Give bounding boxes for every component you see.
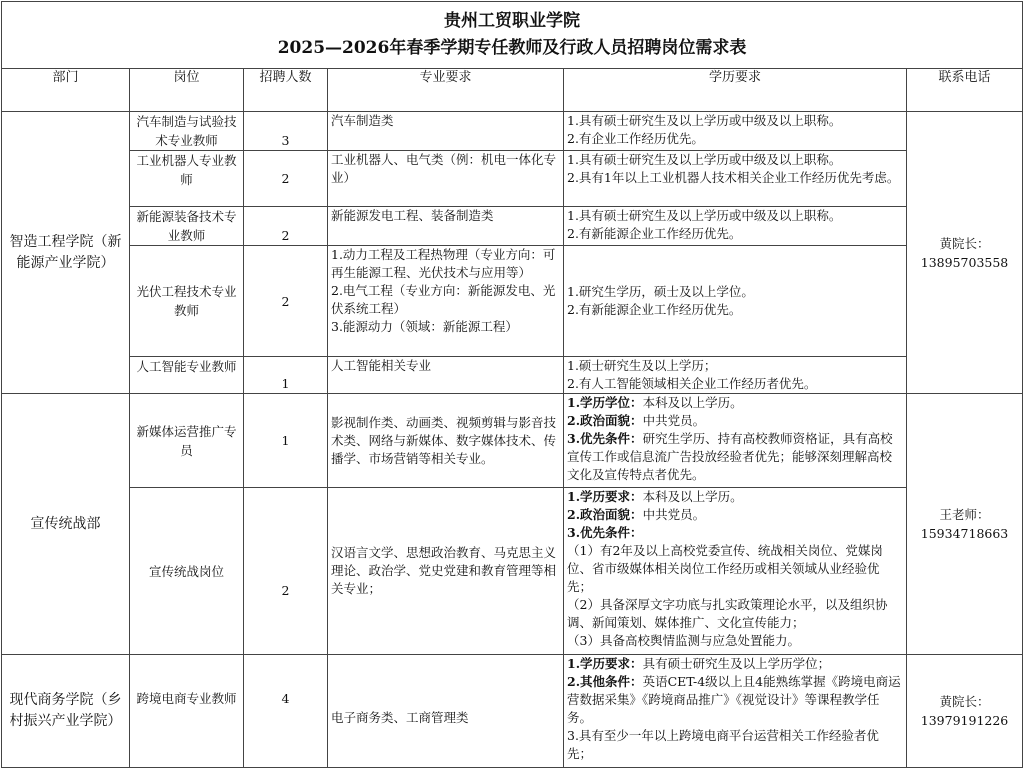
table-row: [2, 357, 1023, 394]
education-line-label: 2.政治面貌：: [567, 413, 643, 428]
department-cell: 现代商务学院（乡村振兴产业学院）: [2, 655, 130, 768]
education-line: [567, 632, 903, 650]
major-cell: 人工智能相关专业: [328, 357, 564, 394]
education-line-text: 1.具有硕士研究生及以上学历或中级及以上职称。: [567, 113, 842, 128]
education-line-text: 1.研究生学历，硕士及以上学位。: [567, 284, 754, 299]
education-cell: [564, 151, 907, 207]
count-cell: 2: [244, 488, 328, 655]
education-line-text: 本科及以上学历。: [642, 395, 743, 410]
department-cell: 宣传统战部: [2, 394, 130, 655]
table-row: [2, 655, 1023, 768]
position-cell: 新媒体运营推广专员: [130, 394, 244, 488]
education-line: [567, 169, 903, 187]
education-line: [567, 727, 903, 763]
education-line-text: 2.具有1年以上工业机器人技术相关企业工作经历优先考虑。: [567, 170, 900, 185]
education-line: [567, 488, 903, 506]
education-cell: [564, 394, 907, 488]
education-line-label: 2.其他条件：: [567, 674, 643, 689]
count-cell: 2: [244, 151, 328, 207]
education-line-text: 2.有企业工作经历优先。: [567, 131, 704, 146]
position-cell: 人工智能专业教师: [130, 357, 244, 394]
education-line: [567, 542, 903, 596]
header-contact: 联系电话: [907, 69, 1023, 112]
major-cell: 影视制作类、动画类、视频剪辑与影音技术类、网络与新媒体、数字媒体技术、传播学、市场营销等相关专业。: [328, 394, 564, 488]
header-position: 岗位: [130, 69, 244, 112]
education-line-label: 1.学历学位：: [567, 395, 643, 410]
education-line: [567, 394, 903, 412]
header-count: 招聘人数: [244, 69, 328, 112]
position-cell: 新能源装备技术专业教师: [130, 207, 244, 246]
education-line-text: 本科及以上学历。: [642, 489, 743, 504]
education-line: [567, 673, 903, 727]
contact-phone: 15934718663: [920, 526, 1009, 541]
table-row: [2, 151, 1023, 207]
education-line-label: 3.优先条件：: [567, 525, 643, 540]
count-cell: 3: [244, 112, 328, 151]
major-cell: 电子商务类、工商管理类: [328, 655, 564, 768]
education-line-label: 1.学历要求：: [567, 489, 643, 504]
education-cell: [564, 488, 907, 655]
count-cell: 2: [244, 207, 328, 246]
education-line: [567, 112, 903, 130]
education-line-label: 1.学历要求：: [567, 656, 643, 671]
education-line: [567, 225, 903, 243]
position-cell: 宣传统战岗位: [130, 488, 244, 655]
education-cell: [564, 207, 907, 246]
contact-phone: 13895703558: [920, 254, 1009, 270]
education-line-text: 1.具有硕士研究生及以上学历或中级及以上职称。: [567, 208, 842, 223]
table-row: [2, 112, 1023, 151]
count-cell: 2: [244, 246, 328, 357]
education-line: [567, 430, 903, 484]
contact-name: 王老师：: [939, 507, 990, 522]
education-line: [567, 596, 903, 632]
header-row: [2, 69, 1023, 112]
table-row: [2, 394, 1023, 488]
contact-cell: [907, 655, 1023, 768]
education-line-text: 英语CET-4级以上且4能熟练掌握《跨境电商运营数据采集》《跨境商品推广》《视觉设计》等课程教学任务。: [567, 674, 901, 725]
education-line: [567, 375, 903, 393]
education-cell: [564, 357, 907, 394]
header-major: 专业要求: [328, 69, 564, 112]
recruitment-table: [1, 1, 1023, 768]
department-cell: 智造工程学院（新能源产业学院）: [2, 112, 130, 394]
education-line: [567, 151, 903, 169]
position-cell: 光伏工程技术专业教师: [130, 246, 244, 357]
education-cell: [564, 246, 907, 357]
count-cell: 1: [244, 394, 328, 488]
table-row: [2, 207, 1023, 246]
education-cell: [564, 655, 907, 768]
contact-cell: [907, 394, 1023, 655]
table-title: [2, 2, 1023, 69]
title-subject: 2025—2026年春季学期专任教师及行政人员招聘岗位需求表: [277, 38, 747, 58]
education-line-text: 3.具有至少一年以上跨境电商平台运营相关工作经验者优先；: [567, 728, 879, 761]
education-line-text: 中共党员。: [642, 507, 706, 522]
position-cell: 汽车制造与试验技术专业教师: [130, 112, 244, 151]
education-line-text: 1.具有硕士研究生及以上学历或中级及以上职称。: [567, 152, 842, 167]
position-cell: 工业机器人专业教师: [130, 151, 244, 207]
education-cell: [564, 112, 907, 151]
education-line-text: 1.硕士研究生及以上学历；: [567, 358, 717, 373]
major-cell: 工业机器人、电气类（例：机电一体化专业）: [328, 151, 564, 207]
count-cell: 1: [244, 357, 328, 394]
table-row: [2, 488, 1023, 655]
education-line-text: 2.有新能源企业工作经历优先。: [567, 226, 742, 241]
education-line-text: 研究生学历、持有高校教师资格证，具有高校宣传工作或信息流广告投放经验者优先；能够深刻理解高校文化及宣传特点者优先。: [567, 431, 893, 482]
major-cell: 汉语言文学、思想政治教育、马克思主义理论、政治学、党史党建和教育管理等相关专业；: [328, 488, 564, 655]
education-line-text: 中共党员。: [642, 413, 706, 428]
education-line: [567, 207, 903, 225]
count-cell: 4: [244, 655, 328, 768]
major-cell: 新能源发电工程、装备制造类: [328, 207, 564, 246]
education-line: [567, 524, 903, 542]
education-line: [567, 283, 903, 301]
education-line-text: 具有硕士研究生及以上学历学位；: [642, 656, 831, 671]
contact-name: 黄院长：: [939, 694, 990, 709]
education-line-text: （2）具备深厚文字功底与扎实政策理论水平，以及组织协调、新闻策划、媒体推广、文化宣传能力；: [567, 597, 888, 630]
contact-cell: [907, 112, 1023, 394]
contact-name: 黄院长：: [939, 235, 990, 251]
major-cell: 汽车制造类: [328, 112, 564, 151]
header-department: 部门: [2, 69, 130, 112]
education-line: [567, 301, 903, 319]
education-line-label: 3.优先条件：: [567, 431, 643, 446]
education-line-label: 2.政治面貌：: [567, 507, 643, 522]
education-line-text: 2.有新能源企业工作经历优先。: [567, 302, 742, 317]
education-line: [567, 655, 903, 673]
major-cell: 1.动力工程及工程热物理（专业方向：可再生能源工程、光伏技术与应用等） 2.电气工程（专业方向：新能源发电、光伏系统工程） 3.能源动力（领域：新能源工程）: [328, 246, 564, 357]
education-line: [567, 506, 903, 524]
position-cell: 跨境电商专业教师: [130, 655, 244, 768]
education-line-text: （3）具备高校舆情监测与应急处置能力。: [567, 633, 800, 648]
header-education: 学历要求: [564, 69, 907, 112]
education-line: [567, 357, 903, 375]
education-line-text: （1）有2年及以上高校党委宣传、统战相关岗位、党媒岗位、省市级媒体相关岗位工作经历或相关领域从业经验优先；: [567, 543, 883, 594]
education-line-text: 2.有人工智能领域相关企业工作经历者优先。: [567, 376, 817, 391]
contact-phone: 13979191226: [920, 713, 1009, 728]
table-row: [2, 246, 1023, 357]
education-line: [567, 412, 903, 430]
education-line: [567, 130, 903, 148]
title-school: 贵州工贸职业学院: [444, 11, 581, 31]
